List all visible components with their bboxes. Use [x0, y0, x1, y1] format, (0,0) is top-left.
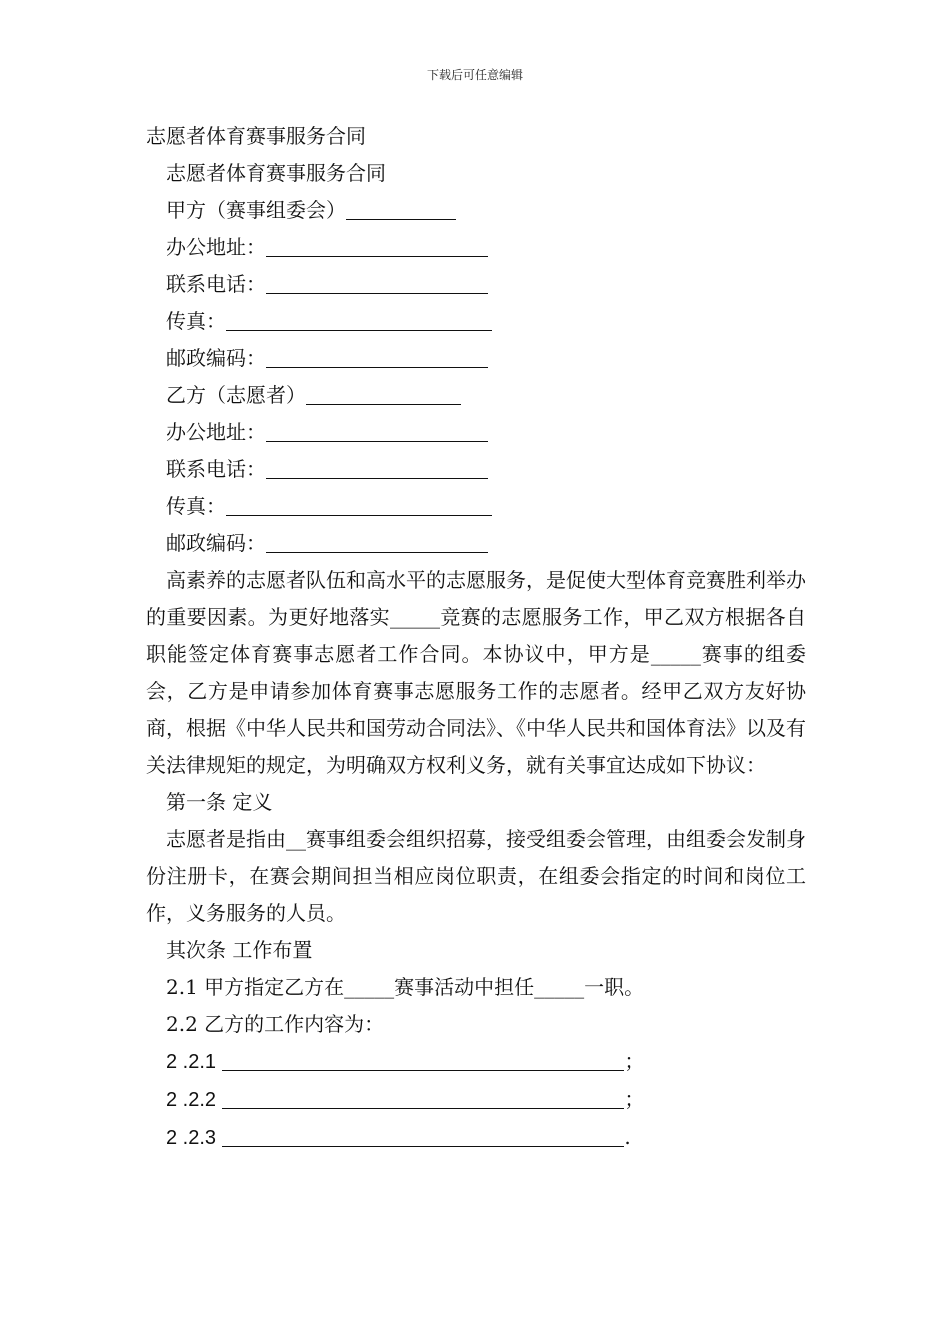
blank-line — [266, 271, 488, 294]
blank-line — [306, 382, 461, 405]
blank-line — [266, 530, 488, 553]
blank-line — [222, 1086, 624, 1109]
blank-line — [266, 419, 488, 442]
article-2-item-2-2: 2.2 乙方的工作内容为： — [166, 1012, 385, 1036]
party-b-phone: 联系电话： — [146, 451, 806, 488]
party-a-phone: 联系电话： — [146, 266, 806, 303]
article-1-body: 志愿者是指由__赛事组委会组织招募，接受组委会管理，由组委会发制身份注册卡，在赛会期间担当相应岗位职责，在组委会指定的时间和岗位工作，义务服务的人员。 — [146, 827, 806, 925]
blank-line — [266, 345, 488, 368]
blank-line — [226, 308, 492, 331]
party-b-label: 乙方（志愿者） — [146, 377, 806, 414]
party-a-fax: 传真： — [146, 303, 806, 340]
party-b-postcode: 邮政编码： — [146, 525, 806, 562]
blank-line — [222, 1048, 624, 1071]
party-a-label: 甲方（赛事组委会） — [146, 192, 806, 229]
blank-line — [222, 1124, 624, 1147]
blank-line — [226, 493, 492, 516]
subitem-2-2-2: 2 .2.2 ； — [166, 1087, 645, 1111]
subitem-2-2-3: 2 .2.3 . — [166, 1125, 631, 1149]
party-a-postcode: 邮政编码： — [146, 340, 806, 377]
doc-title: 志愿者体育赛事服务合同 — [146, 124, 366, 148]
blank-line — [266, 234, 488, 257]
contract-document — [146, 118, 806, 1157]
party-a-address: 办公地址： — [146, 229, 806, 266]
article-2-item-2-1: 2.1 甲方指定乙方在_____赛事活动中担任_____一职。 — [166, 975, 645, 999]
article-2-heading: 其次条 工作布置 — [166, 938, 313, 962]
page-header: 下载后可任意编辑 — [426, 68, 523, 82]
party-b-address: 办公地址： — [146, 414, 806, 451]
intro-paragraph: 高素养的志愿者队伍和高水平的志愿服务，是促使大型体育竞赛胜利举办的重要因素。为更好地落实_____竞赛的志愿服务工作，甲乙双方根据各自职能签定体育赛事志愿者工作合同。本协议中，甲方是_____赛事的组委会，乙方是申请参加体育赛事志愿服务工作的志愿者。经甲乙双方友好协商，根据《中华人民共和国劳动合同法》、《中华人民共和国体育法》以及有关法律规矩的规定，为明确双方权利义务，就有关事宜达成如下协议： — [146, 568, 806, 777]
blank-line — [266, 456, 488, 479]
doc-subtitle: 志愿者体育赛事服务合同 — [166, 161, 386, 185]
subitem-2-2-1: 2 .2.1 ； — [166, 1049, 645, 1073]
party-b-fax: 传真： — [146, 488, 806, 525]
blank-line — [346, 197, 456, 220]
article-1-heading: 第一条 定义 — [166, 790, 273, 814]
